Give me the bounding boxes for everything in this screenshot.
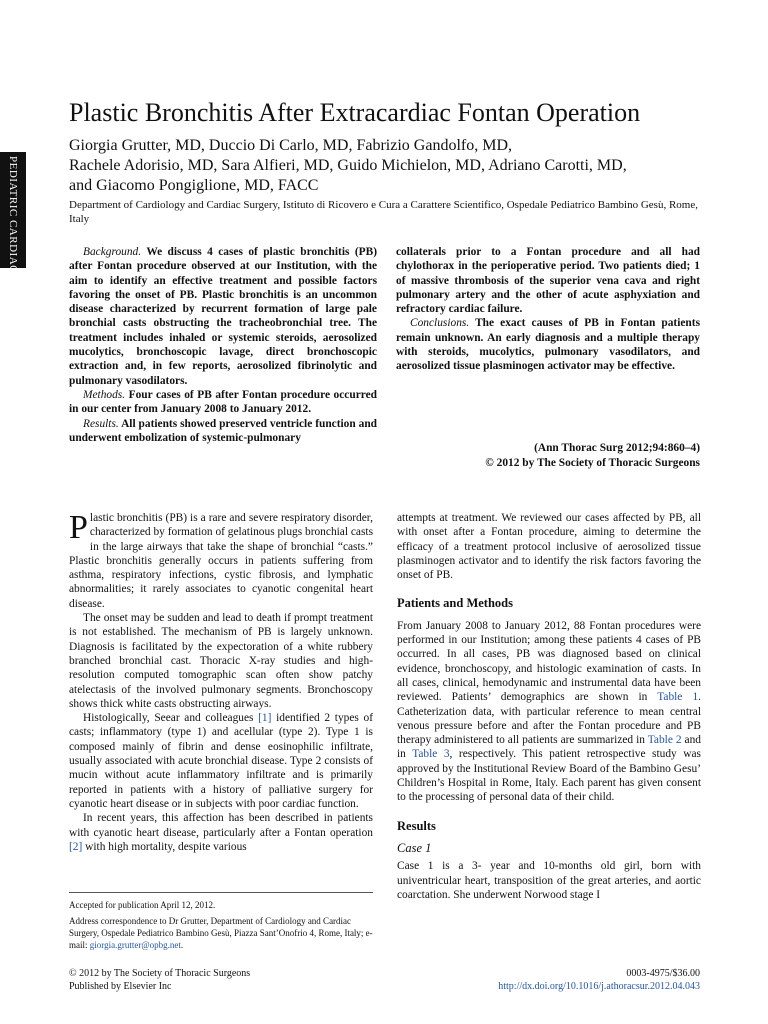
- address-end: .: [180, 940, 184, 950]
- methods-label: Methods.: [83, 388, 126, 401]
- citation-block: [396, 441, 700, 471]
- recent-years-paragraph: [69, 811, 373, 854]
- footer-publisher: Published by Elsevier Inc: [69, 980, 172, 992]
- abstract-results: [69, 417, 377, 446]
- intro-text: lastic bronchitis (PB) is a rare and severe respiratory disorder, characterized by formation of gelatinous plugs bronchial casts in the large airways that take the shape of bronchial “casts.” Plastic bronchitis generally occurs in patients suffering from asthma, respiratory infections, cystic fibrosis, and lymphatic abnormalities; it rarely associates to cyanotic congenital heart disease.: [69, 512, 374, 610]
- patients-methods-paragraph: [397, 619, 701, 805]
- table-1-link[interactable]: Table 1: [657, 691, 699, 704]
- author-line: Giorgia Grutter, MD, Duccio Di Carlo, MD, Fabrizio Gandolfo, MD,: [69, 137, 512, 154]
- abstract-methods: [69, 388, 377, 417]
- abstract-conclusions: [396, 316, 700, 373]
- reference-link-1[interactable]: [1]: [258, 712, 272, 725]
- correspondence-address: [69, 915, 373, 951]
- abstract-background: [69, 245, 377, 388]
- footer-left: [69, 968, 250, 993]
- accepted-date: Accepted for publication April 12, 2012.: [69, 900, 216, 910]
- histology-paragraph: [69, 711, 373, 811]
- footnote-divider: [69, 892, 373, 893]
- histology-text: Histologically, Seear and colleagues: [83, 712, 259, 725]
- section-heading-results: Results: [397, 818, 436, 833]
- pm-text-b: . Catheterization data, with particular reference to mean central venous pressure before and after the Fontan procedure and PB therapy administered to all patients are summarized in: [397, 691, 701, 747]
- results-label: Results.: [83, 417, 119, 430]
- side-tab-label: PEDIATRIC CARDIAC: [7, 156, 19, 273]
- email-link[interactable]: giorgia.grutter@opbg.net: [89, 940, 181, 950]
- author-list: [69, 136, 719, 196]
- footnotes: [69, 892, 373, 955]
- onset-paragraph: The onset may be sudden and lead to death if prompt treatment is not established. The mechanism of PB is largely unknown. Diagnosis is facilitated by the expectoration of a white rubbery branched bronchial cast. Thoracic X-ray studies and high-resolution computed tomographic scan often show patchy atelectasis of the involved pulmonary segments. Bronchoscopy shows thick white casts obstructing airways.: [69, 612, 373, 710]
- author-line: Rachele Adorisio, MD, Sara Alfieri, MD, Guido Michielon, MD, Adriano Carotti, MD,: [69, 157, 627, 174]
- reference-link-2[interactable]: [2]: [69, 840, 83, 853]
- abstract-results-continued: collaterals prior to a Fontan procedure and all had chylothorax in the perioperative period. Two patients died; 1 of massive thrombosis of the superior vena cava and right pulmonary artery and the other of acute asphyxiation and refractory cardiac failure.: [396, 246, 700, 316]
- doi-link[interactable]: http://dx.doi.org/10.1016/j.athoracsur.2012.04.043: [498, 980, 700, 992]
- recent-text: In recent years, this affection has been described in patients with cyanotic heart disease, particularly after a Fontan operation: [69, 812, 373, 839]
- body-left-column: [69, 511, 373, 854]
- affiliation: Department of Cardiology and Cardiac Surgery, Istituto di Ricovero e Cura a Carattere Scientifico, Ospedale Pediatrico Bambino Gesù, Rome, Italy: [69, 199, 698, 225]
- table-3-link[interactable]: Table 3: [412, 748, 450, 761]
- journal-citation: (Ann Thorac Surg 2012;94:860–4): [534, 442, 700, 454]
- body-right-column: [397, 511, 701, 902]
- section-side-tab: [0, 152, 26, 273]
- table-2-link[interactable]: Table 2: [647, 734, 682, 747]
- article-title: Plastic Bronchitis After Extracardiac Fontan Operation: [69, 98, 641, 127]
- citation-copyright: © 2012 by The Society of Thoracic Surgeons: [485, 457, 700, 469]
- background-label: Background.: [83, 246, 142, 258]
- footer-right: [460, 968, 700, 993]
- author-line: and Giacomo Pongiglione, MD, FACC: [69, 177, 319, 194]
- footer-copyright: © 2012 by The Society of Thoracic Surgeons: [69, 968, 251, 979]
- conclusions-label: Conclusions.: [410, 317, 470, 330]
- recent-text-cont: with high mortality, despite various: [82, 840, 247, 853]
- abstract-right-column: [396, 245, 700, 374]
- results-text: All patients showed preserved ventricle function and underwent embolization of systemic-pulmonary: [69, 417, 377, 444]
- case-1-paragraph: Case 1 is a 3- year and 10-months old girl, born with univentricular heart, transposition of the great arteries, and aortic coarctation. She underwent Norwood stage I: [397, 860, 701, 901]
- histology-text-cont: identified 2 types of casts; inflammatory (type 1) and acellular (type 2). Type 1 is composed mainly of fibrin and dense eosinophilic infiltrate, usually associated with acute bronchial disease. Type 2 consists of mucin without acute inflammatory infiltrate and is primarily reported in patients with a history of palliative surgery for cyanotic heart disease or in subjects with poor cardiac function.: [69, 712, 373, 810]
- drop-cap: P: [69, 509, 88, 546]
- case-1-heading: Case 1: [397, 840, 432, 855]
- issn-price: 0003-4975/$36.00: [626, 968, 700, 979]
- pm-text-a: From January 2008 to January 2012, 88 Fontan procedures were performed in our Institution; among these patients 4 cases of PB occurred. In all cases, PB was diagnosed based on clinical evidence, bronchoscopy, and histologic examination of casts. In all cases, clinical, hemodynamic and instrumental data have been reviewed. Patients’ demographics are shown in: [397, 619, 701, 704]
- treatment-paragraph: attempts at treatment. We reviewed our cases affected by PB, all with onset after a Fontan procedure, aiming to determine the efficacy of a treatment protocol inclusive of aerosolized tissue plasminogen activator and to identify the risk factors favoring the onset of PB.: [397, 512, 701, 582]
- intro-paragraph: [69, 511, 373, 611]
- pm-text-c: and in: [397, 734, 701, 761]
- methods-text: Four cases of PB after Fontan procedure occurred in our center from January 2008 to January 2012.: [69, 388, 377, 416]
- address-text: Address correspondence to Dr Grutter, Department of Cardiology and Cardiac Surgery, Ospedale Pediatrico Bambino Gesù, Piazza Sant’Onofrio 4, Rome, Italy; e-mail:: [69, 916, 373, 950]
- pm-text-d: , respectively. This patient retrospective study was approved by the Institutional Review Board of the Bambino Gesu’ Children’s Hospital in Rome, Italy. Each parent has given consent to the processing of personal data of their child.: [397, 748, 701, 804]
- abstract-left-column: [69, 245, 377, 445]
- section-heading-patients-methods: Patients and Methods: [397, 596, 513, 611]
- background-text: We discuss 4 cases of plastic bronchitis (PB) after Fontan procedure observed at our Institution, with the aim to identify an effective treatment and possible factors favoring the onset of PB. Plastic bronchitis is an uncommon disease characterized by recurrent formation of large pale bronchial casts obstructing the tracheobronchial tree. The treatment includes inhaled or systemic steroids, aerosolized mucolytics, bronchoscopic lavage, direct bronchoscopic extraction and, in few reports, aerosolized fibrinolytic and pulmonary vasodilators.: [69, 246, 377, 387]
- conclusions-text: The exact causes of PB in Fontan patients remain unknown. An early diagnosis and a multiple therapy with steroids, mucolytics, pulmonary vasodilators, and aerosolized tissue plasminogen activator may be effective.: [396, 317, 700, 373]
